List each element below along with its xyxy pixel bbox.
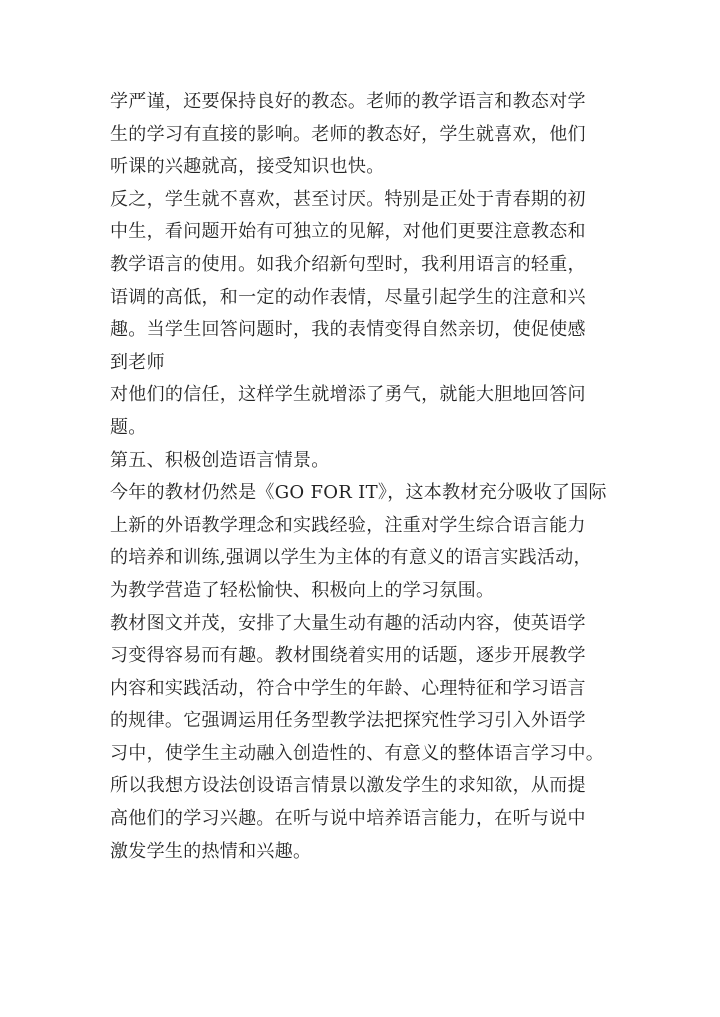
text-line: 高他们的学习兴趣。在听与说中培养语言能力，在听与说中 [110,808,586,830]
text-line: 为教学营造了轻松愉快、积极向上的学习氛围。 [110,579,495,601]
text-line: 题。 [110,416,147,438]
text-line: 中生，看问题开始有可独立的见解，对他们更要注意教态和 [110,221,586,243]
text-line: 的规律。它强调运用任务型教学法把探究性学习引入外语学 [110,710,586,732]
text-line: 对他们的信任，这样学生就增添了勇气，就能大胆地回答问 [110,384,586,406]
text-line: 听课的兴趣就高，接受知识也快。 [110,156,385,178]
text-line: 所以我想方设法创设语言情景以激发学生的求知欲，从而提 [110,775,586,797]
text-line: 激发学生的热情和兴趣。 [110,840,312,862]
text-line: 反之，学生就不喜欢，甚至讨厌。特别是正处于青春期的初 [110,188,586,210]
text-line: 到老师 [110,351,165,373]
text-line: 上新的外语教学理念和实践经验，注重对学生综合语言能力 [110,514,586,536]
document-body [110,86,640,868]
text-line: 语调的高低，和一定的动作表情，尽量引起学生的注意和兴 [110,286,586,308]
text-line: 教学语言的使用。如我介绍新句型时，我利用语言的轻重， [110,253,586,275]
text-line: 趣。当学生回答问题时，我的表情变得自然亲切，使促使感 [110,319,586,341]
section-heading: 第五、积极创造语言情景。 [110,449,330,471]
text-line: 教材图文并茂，安排了大量生动有趣的活动内容，使英语学 [110,612,586,634]
text-line: 学严谨，还要保持良好的教态。老师的教学语言和教态对学 [110,91,586,112]
text-line: 今年的教材仍然是《GO FOR IT》，这本教材充分吸收了国际 [110,482,607,504]
text-line: 习中，使学生主动融入创造性的、有意义的整体语言学习中。 [110,742,605,764]
text-line: 习变得容易而有趣。教材围绕着实用的话题，逐步开展教学 [110,645,586,667]
text-line: 内容和实践活动，符合中学生的年龄、心理特征和学习语言 [110,677,586,699]
text-line: 生的学习有直接的影响。老师的教态好，学生就喜欢，他们 [110,123,586,145]
text-line: 的培养和训练,强调以学生为主体的有意义的语言实践活动， [110,547,592,569]
